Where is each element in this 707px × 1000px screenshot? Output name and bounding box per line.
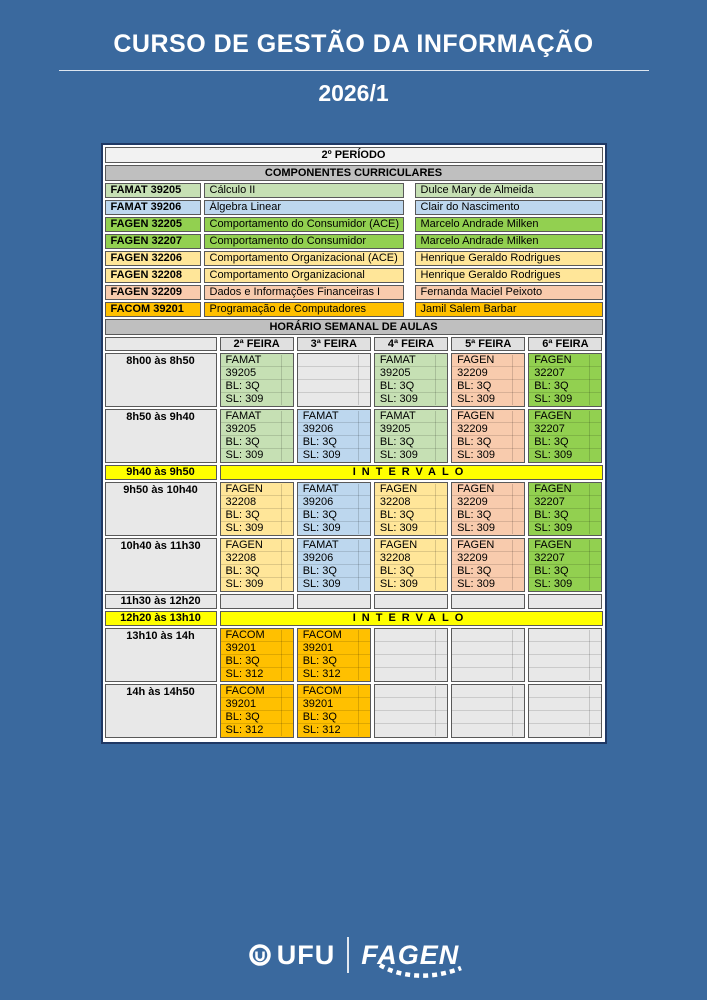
fagen-label: FAGEN xyxy=(361,939,460,970)
class-cell xyxy=(220,353,294,407)
class-cell-line: 39201 xyxy=(298,642,370,655)
empty-cell xyxy=(528,684,602,738)
component-code: FAMAT 39205 xyxy=(105,183,201,198)
class-cell-line xyxy=(452,724,524,737)
class-cell-line: SL: 309 xyxy=(457,393,496,405)
component-row xyxy=(105,285,603,300)
class-cell-line: FAGEN xyxy=(529,410,601,423)
class-cell xyxy=(374,538,448,592)
class-cell-line: BL: 3Q xyxy=(221,565,293,578)
class-cell-line: 32208 xyxy=(375,552,447,565)
column-spacer xyxy=(407,200,412,215)
component-instructor: Marcelo Andrade Milken xyxy=(415,234,603,249)
schedule-row-interval xyxy=(105,611,603,626)
class-cell-line: SL: 309 xyxy=(225,578,264,590)
class-cell-line xyxy=(529,724,601,737)
class-cell xyxy=(220,482,294,536)
component-code: FAGEN 32209 xyxy=(105,285,201,300)
class-cell-line: BL: 3Q xyxy=(375,380,447,393)
class-cell-line: FAMAT xyxy=(298,410,370,423)
column-spacer xyxy=(407,268,412,283)
component-row xyxy=(105,217,603,232)
schedule-row xyxy=(105,538,603,592)
class-cell xyxy=(451,353,525,407)
component-instructor: Henrique Geraldo Rodrigues xyxy=(415,268,603,283)
footer-logo xyxy=(0,937,707,973)
day-header: 4ª FEIRA xyxy=(374,337,448,351)
empty-cell xyxy=(451,628,525,682)
class-cell xyxy=(451,482,525,536)
day-header-row xyxy=(105,337,603,351)
class-cell-line xyxy=(298,380,370,393)
class-cell-line: BL: 3Q xyxy=(221,711,293,724)
components-list xyxy=(105,183,603,317)
class-cell-line: 39201 xyxy=(298,698,370,711)
class-cell-line: 39201 xyxy=(221,642,293,655)
component-name: Comportamento do Consumidor (ACE) xyxy=(204,217,404,232)
schedule-rows xyxy=(105,353,603,738)
class-cell-line xyxy=(375,642,447,655)
component-row xyxy=(105,268,603,283)
class-cell-line: BL: 3Q xyxy=(452,380,524,393)
fagen-logo xyxy=(361,940,459,971)
class-cell xyxy=(374,409,448,463)
class-cell-line: FAGEN xyxy=(529,354,601,367)
empty-cell xyxy=(528,628,602,682)
class-cell-line: 39206 xyxy=(298,423,370,436)
class-cell xyxy=(451,409,525,463)
empty-cell xyxy=(374,684,448,738)
class-cell-line: FAMAT xyxy=(298,539,370,552)
class-cell-line: SL: 309 xyxy=(302,522,341,534)
class-cell-line: SL: 309 xyxy=(457,522,496,534)
class-cell-line: 32208 xyxy=(375,496,447,509)
component-code: FAGEN 32206 xyxy=(105,251,201,266)
time-cell: 12h20 às 13h10 xyxy=(105,611,217,626)
component-name: Comportamento Organizacional xyxy=(204,268,404,283)
class-cell-line: SL: 309 xyxy=(379,578,418,590)
component-name: Programação de Computadores xyxy=(204,302,404,317)
class-cell xyxy=(220,684,294,738)
time-cell: 8h00 às 8h50 xyxy=(105,353,217,407)
class-cell-line: FAGEN xyxy=(452,483,524,496)
fagen-swoosh-icon xyxy=(377,963,463,979)
class-cell-line: SL: 312 xyxy=(302,724,341,736)
component-name: Cálculo II xyxy=(204,183,404,198)
class-cell-line: BL: 3Q xyxy=(298,711,370,724)
class-cell-line: 32207 xyxy=(529,552,601,565)
class-cell-line: 39205 xyxy=(221,367,293,380)
class-cell xyxy=(528,482,602,536)
component-instructor: Jamil Salem Barbar xyxy=(415,302,603,317)
schedule-row xyxy=(105,628,603,682)
class-cell-line xyxy=(529,668,601,681)
class-cell-line: 32207 xyxy=(529,496,601,509)
class-cell-line: FAGEN xyxy=(529,539,601,552)
class-cell-line xyxy=(529,642,601,655)
class-cell-line: FACOM xyxy=(221,685,293,698)
schedule-row xyxy=(105,482,603,536)
class-cell-line: BL: 3Q xyxy=(221,655,293,668)
class-cell-line xyxy=(529,711,601,724)
class-cell-line: SL: 309 xyxy=(225,522,264,534)
class-cell-line xyxy=(452,655,524,668)
class-cell-line: BL: 3Q xyxy=(298,436,370,449)
schedule-row xyxy=(105,684,603,738)
class-cell-line: 32209 xyxy=(452,496,524,509)
class-cell-line: 39205 xyxy=(375,423,447,436)
day-header: 3ª FEIRA xyxy=(297,337,371,351)
component-instructor: Fernanda Maciel Peixoto xyxy=(415,285,603,300)
day-header: 6ª FEIRA xyxy=(528,337,602,351)
class-cell-line: 39206 xyxy=(298,552,370,565)
class-cell-line: SL: 309 xyxy=(457,449,496,461)
component-code: FAGEN 32205 xyxy=(105,217,201,232)
component-name: Comportamento Organizacional (ACE) xyxy=(204,251,404,266)
class-cell-line xyxy=(529,655,601,668)
schedule-row xyxy=(105,353,603,407)
class-cell-line: SL: 309 xyxy=(534,393,573,405)
class-cell-line: BL: 3Q xyxy=(452,436,524,449)
class-cell-line xyxy=(375,711,447,724)
class-cell-line: BL: 3Q xyxy=(375,509,447,522)
class-cell-line xyxy=(452,642,524,655)
class-cell-line: FAMAT xyxy=(375,354,447,367)
class-cell-line xyxy=(375,685,447,698)
components-header: COMPONENTES CURRICULARES xyxy=(105,165,603,181)
class-cell-line: 32209 xyxy=(452,423,524,436)
column-spacer xyxy=(407,183,412,198)
class-cell-line: SL: 309 xyxy=(302,449,341,461)
class-cell-line: FAMAT xyxy=(221,354,293,367)
component-row xyxy=(105,200,603,215)
class-cell-line: SL: 309 xyxy=(225,449,264,461)
schedule-header: HORÁRIO SEMANAL DE AULAS xyxy=(105,319,603,335)
component-name: Dados e Informações Financeiras I xyxy=(204,285,404,300)
class-cell-line: 32209 xyxy=(452,367,524,380)
empty-cell xyxy=(374,594,448,609)
component-code: FAGEN 32207 xyxy=(105,234,201,249)
time-cell: 9h50 às 10h40 xyxy=(105,482,217,536)
day-header: 2ª FEIRA xyxy=(220,337,294,351)
class-cell-line: BL: 3Q xyxy=(529,509,601,522)
schedule-row-interval xyxy=(105,465,603,480)
column-spacer xyxy=(407,302,412,317)
interval-cell: INTERVALO xyxy=(220,465,603,480)
class-cell xyxy=(297,628,371,682)
class-cell-line xyxy=(452,698,524,711)
component-instructor: Marcelo Andrade Milken xyxy=(415,217,603,232)
class-cell-line: SL: 309 xyxy=(225,393,264,405)
component-code: FACOM 39201 xyxy=(105,302,201,317)
class-cell-line: SL: 309 xyxy=(379,522,418,534)
class-cell xyxy=(451,538,525,592)
period-header: 2º PERÍODO xyxy=(105,147,603,163)
class-cell-line xyxy=(452,711,524,724)
empty-cell xyxy=(297,594,371,609)
class-cell-line: BL: 3Q xyxy=(529,565,601,578)
class-cell-line: 39205 xyxy=(375,367,447,380)
component-row xyxy=(105,302,603,317)
class-cell-line xyxy=(375,668,447,681)
class-cell-line: BL: 3Q xyxy=(298,509,370,522)
class-cell xyxy=(220,409,294,463)
class-cell-line: SL: 309 xyxy=(379,393,418,405)
time-cell: 13h10 às 14h xyxy=(105,628,217,682)
component-code: FAGEN 32208 xyxy=(105,268,201,283)
column-spacer xyxy=(407,285,412,300)
class-cell-line: SL: 309 xyxy=(534,449,573,461)
class-cell-line: 39206 xyxy=(298,496,370,509)
empty-cell xyxy=(220,594,294,609)
empty-cell xyxy=(451,684,525,738)
time-cell: 11h30 às 12h20 xyxy=(105,594,217,609)
class-cell-line: FAGEN xyxy=(452,410,524,423)
class-cell-line: 32207 xyxy=(529,367,601,380)
class-cell-line: SL: 309 xyxy=(379,449,418,461)
class-cell-line: FAGEN xyxy=(452,539,524,552)
time-cell: 8h50 às 9h40 xyxy=(105,409,217,463)
component-instructor: Dulce Mary de Almeida xyxy=(415,183,603,198)
class-cell-line xyxy=(375,724,447,737)
component-name: Comportamento do Consumidor xyxy=(204,234,404,249)
class-cell-line: 39205 xyxy=(221,423,293,436)
class-cell xyxy=(528,353,602,407)
empty-cell xyxy=(374,628,448,682)
time-cell: 9h40 às 9h50 xyxy=(105,465,217,480)
class-cell-line: SL: 309 xyxy=(534,522,573,534)
column-spacer xyxy=(407,217,412,232)
class-cell-line: 32208 xyxy=(221,552,293,565)
class-cell-line xyxy=(298,393,370,406)
class-cell-line xyxy=(375,698,447,711)
class-cell-line: BL: 3Q xyxy=(221,436,293,449)
class-cell-line: SL: 309 xyxy=(534,578,573,590)
column-spacer xyxy=(407,251,412,266)
class-cell-line: FAMAT xyxy=(375,410,447,423)
class-cell-line: BL: 3Q xyxy=(452,565,524,578)
class-cell-line: FACOM xyxy=(298,685,370,698)
course-title: CURSO DE GESTÃO DA INFORMAÇÃO xyxy=(113,30,594,58)
class-cell-line: BL: 3Q xyxy=(221,509,293,522)
class-cell-line: BL: 3Q xyxy=(298,655,370,668)
class-cell-line xyxy=(375,655,447,668)
component-row xyxy=(105,234,603,249)
class-cell-line: FAGEN xyxy=(221,539,293,552)
logo-divider xyxy=(347,937,349,973)
class-cell-line xyxy=(529,685,601,698)
class-cell-line xyxy=(452,629,524,642)
class-cell-line xyxy=(452,685,524,698)
title-divider xyxy=(59,70,649,71)
class-cell-line: SL: 309 xyxy=(302,578,341,590)
document-header xyxy=(0,0,707,107)
interval-cell: INTERVALO xyxy=(220,611,603,626)
class-cell-line: BL: 3Q xyxy=(221,380,293,393)
class-cell-line: 32207 xyxy=(529,423,601,436)
class-cell xyxy=(374,482,448,536)
ufu-circle-icon xyxy=(248,943,272,967)
class-cell-line: FAGEN xyxy=(529,483,601,496)
component-instructor: Henrique Geraldo Rodrigues xyxy=(415,251,603,266)
schedule-row-empty xyxy=(105,594,603,609)
class-cell xyxy=(528,538,602,592)
time-cell: 14h às 14h50 xyxy=(105,684,217,738)
class-cell-line: SL: 309 xyxy=(457,578,496,590)
semester-title: 2026/1 xyxy=(318,80,389,106)
class-cell xyxy=(297,538,371,592)
component-row xyxy=(105,251,603,266)
class-cell-line: SL: 312 xyxy=(302,668,341,680)
empty-cell xyxy=(528,594,602,609)
class-cell-line xyxy=(529,698,601,711)
class-cell-line xyxy=(452,668,524,681)
schedule-sheet xyxy=(101,143,607,744)
class-cell-line: FAGEN xyxy=(375,539,447,552)
class-cell-line: SL: 312 xyxy=(225,724,264,736)
class-cell-line: BL: 3Q xyxy=(529,380,601,393)
day-header: 5ª FEIRA xyxy=(451,337,525,351)
ufu-label: UFU xyxy=(276,939,336,970)
class-cell-line xyxy=(375,629,447,642)
class-cell-line: BL: 3Q xyxy=(298,565,370,578)
time-cell: 10h40 às 11h30 xyxy=(105,538,217,592)
class-cell-line: SL: 312 xyxy=(225,668,264,680)
empty-cell xyxy=(297,353,371,407)
class-cell-line: FAGEN xyxy=(221,483,293,496)
class-cell-line: BL: 3Q xyxy=(375,436,447,449)
class-cell-line: 32208 xyxy=(221,496,293,509)
ufu-logo xyxy=(248,940,336,971)
class-cell-line: BL: 3Q xyxy=(529,436,601,449)
class-cell xyxy=(297,684,371,738)
column-spacer xyxy=(407,234,412,249)
class-cell xyxy=(528,409,602,463)
class-cell xyxy=(297,409,371,463)
component-code: FAMAT 39206 xyxy=(105,200,201,215)
class-cell xyxy=(297,482,371,536)
class-cell-line: FAMAT xyxy=(221,410,293,423)
class-cell-line: FACOM xyxy=(298,629,370,642)
class-cell-line: BL: 3Q xyxy=(375,565,447,578)
class-cell-line: FAMAT xyxy=(298,483,370,496)
time-column-header xyxy=(105,337,217,351)
class-cell-line xyxy=(529,629,601,642)
class-cell xyxy=(220,538,294,592)
class-cell-line xyxy=(298,367,370,380)
class-cell-line xyxy=(298,354,370,367)
schedule-row xyxy=(105,409,603,463)
class-cell xyxy=(220,628,294,682)
component-name: Álgebra Linear xyxy=(204,200,404,215)
empty-cell xyxy=(451,594,525,609)
component-row xyxy=(105,183,603,198)
class-cell-line: 39201 xyxy=(221,698,293,711)
class-cell-line: FACOM xyxy=(221,629,293,642)
class-cell-line: FAGEN xyxy=(452,354,524,367)
class-cell xyxy=(374,353,448,407)
class-cell-line: 32209 xyxy=(452,552,524,565)
class-cell-line: FAGEN xyxy=(375,483,447,496)
class-cell-line: BL: 3Q xyxy=(452,509,524,522)
component-instructor: Clair do Nascimento xyxy=(415,200,603,215)
